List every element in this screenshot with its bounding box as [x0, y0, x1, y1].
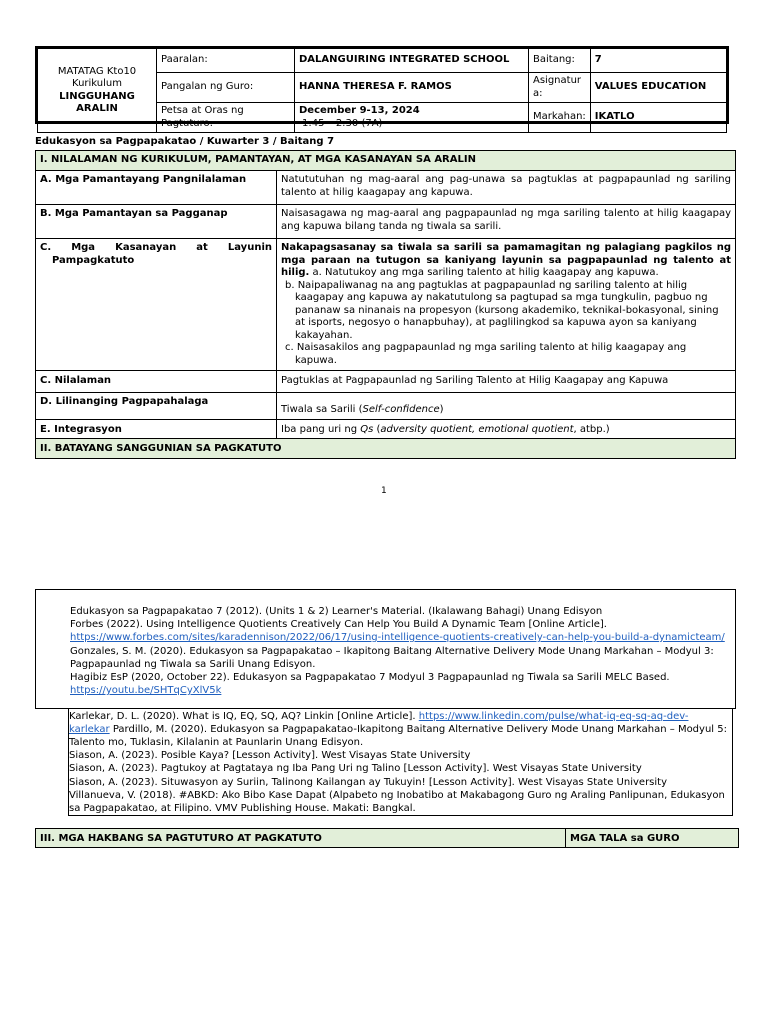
petsa-label-2: Pagtuturo:	[161, 117, 213, 129]
row-d-value	[277, 393, 736, 420]
baitang-label: Baitang:	[529, 49, 591, 73]
reference-karlekar	[69, 710, 688, 723]
row-c-item-c: c. Naisasakilos ang pagpapaunlad ng mga sariling talento at hilig kaagapay ang kapuwa.	[285, 342, 687, 366]
section3-title: III. MGA HAKBANG SA PAGTUTURO AT PAGKATUTO	[35, 828, 566, 848]
kurikulum-line2: Kurikulum	[72, 78, 122, 89]
row-nilalaman-label: C. Nilalaman	[36, 371, 277, 393]
reference-line: sa Pagpapakatao, at Filipino. VMV Publishing House. Makati: Bangkal.	[69, 803, 416, 814]
row-b-label: B. Mga Pamantayan sa Pagganap	[36, 205, 277, 239]
row-e-label: E. Integrasyon	[36, 420, 277, 441]
row-c-list	[281, 280, 731, 368]
curriculum-table	[35, 150, 736, 441]
reference-line: Siason, A. (2023). Situwasyon ay Suriin, Talinong Kailangan ay Tukuyin! [Lesson Activity]. West Visayas State University	[69, 777, 668, 788]
row-nilalaman-value: Pagtuklas at Pagpapaunlad ng Sariling Talento at Hilig Kaagapay ang Kapuwa	[277, 371, 736, 393]
reference-line: Gonzales, S. M. (2020). Edukasyon sa Pagpapakatao – Ikapitong Baitang Alternative Delivery Mode Unang Markahan – Modyul 3:	[70, 646, 714, 657]
header-table	[37, 48, 727, 133]
petsa-value-1: December 9-13, 2024	[299, 105, 420, 116]
pardillo-line1: Pardillo, M. (2020). Edukasyon sa Pagpapakatao-Ikapitong Baitang Alternative Delivery Mode Unang Markahan – Modyul 5:	[112, 724, 727, 735]
row-a-value: Natututuhan ng mag-aaral ang pag-unawa sa pagtuklas at pagpapaunlad ng sariling talento at hilig kaagapay ang kapuwa.	[277, 171, 736, 205]
reference-line: Forbes (2022). Using Intelligence Quotients Creatively Can Help You Build A Dynamic Team [Online Article].	[70, 619, 607, 630]
row-d-italic: Self-confidence	[362, 403, 440, 415]
markahan-label: Markahan:	[529, 103, 591, 133]
baitang-value: 7	[590, 49, 726, 73]
asignatura-value: VALUES EDUCATION	[590, 73, 726, 103]
guro-value: HANNA THERESA F. RAMOS	[295, 73, 529, 103]
asignatura-label	[529, 73, 591, 103]
row-e-italic2: adversity quotient, emotional quotient	[380, 423, 574, 435]
row-e-italic1: Qs	[360, 423, 374, 435]
page-number: 1	[381, 486, 387, 496]
section1-title: I. NILALAMAN NG KURIKULUM, PAMANTAYAN, AT MGA KASANAYAN SA ARALIN	[36, 151, 736, 171]
reference-line: Talento mo, Tuklasin, Kilalanin at Paunlarin Unang Edisyon.	[69, 737, 364, 748]
petsa-value-2: 1:45 – 2:30 (7A)	[302, 117, 383, 129]
karlekar-text: Karlekar, D. L. (2020). What is IQ, EQ, SQ, AQ? Linkin [Online Article].	[69, 711, 416, 722]
row-c-label	[36, 239, 277, 371]
markahan-value: IKATLO	[590, 103, 726, 133]
guro-label: Pangalan ng Guro:	[157, 73, 295, 103]
row-d-label: D. Lilinanging Pagpapahalaga	[36, 393, 277, 420]
row-e-plain: Iba pang uri ng	[281, 423, 361, 435]
row-d-plain: Tiwala sa Sarili (	[281, 403, 363, 415]
reference-line: Hagibiz EsP (2020, October 22). Edukasyon sa Pagpapakatao 7 Modyul 3 Pagpapaunlad ng Tiwala sa Sarili MELC Based.	[70, 672, 670, 683]
row-c-label-line1: C. Mga Kasanayan at Layunin	[40, 242, 272, 253]
row-a-label: A. Mga Pamantayang Pangnilalaman	[36, 171, 277, 205]
row-c-intro: Nakapagsasanay sa tiwala sa sarili sa pamamagitan ng palagiang pagkilos ng mga paraan na tutugon sa kaniyang layunin sa pagpapaunlad ng talento at hilig.	[281, 242, 731, 278]
section2-title: II. BATAYANG SANGGUNIAN SA PAGKATUTO	[35, 438, 736, 459]
row-b-value: Naisasagawa ng mag-aaral ang pagpapaunlad ng mga sariling talento at hilig kaagapay ang kapuwa bilang tanda ng tiwala sa sarili.	[277, 205, 736, 239]
row-c-label-line2: Pampagkatuto	[52, 254, 135, 266]
asignatura-label-1: Asignatur	[533, 75, 582, 86]
row-e-end: , atbp.)	[573, 423, 610, 435]
reference-line: Pagpapaunlad ng Tiwala sa Sarili Unang Edisyon.	[70, 659, 316, 670]
petsa-label	[157, 103, 295, 133]
row-c-item-b: b. Naipapaliwanag na ang pagtuklas at pagpapaunlad ng sariling talento at hilig kaagapay ang kapuwa ay nakatutulong sa pagtupad sa mga tungkulin, pagbuo ng pananaw sa ninanais na propesyon (kursong akademiko, teknikal-bokasyonal, sining at isports, negosyo o hanapbuhay), at paglilingkod sa kapuwa ayon sa kaniyang kakayahan.	[285, 279, 719, 341]
reference-line: Villanueva, V. (2018). #ABKD: Ako Bibo Kase Dapat (Alpabeto ng Inobatibo at Makabagong Guro ng Araling Panlipunan, Edukasyon	[69, 790, 725, 801]
reference-link[interactable]: https://youtu.be/SHTqCyXlV5k	[70, 685, 222, 696]
karlekar-link-cont[interactable]: karlekar	[69, 724, 110, 735]
row-c-value	[277, 239, 736, 371]
reference-line: Siason, A. (2023). Pagtukoy at Pagtataya ng Iba Pang Uri ng Talino [Lesson Activity]. West Visayas State University	[69, 763, 642, 774]
reference-line: Edukasyon sa Pagpapakatao 7 (2012). (Units 1 & 2) Learner's Material. (Ikalawang Bahagi) Unang Edisyon	[70, 606, 603, 617]
reference-link[interactable]: https://www.forbes.com/sites/karadennison/2022/06/17/using-intelligence-quotients-creatively-can-help-you-build-a-dynamicteam/	[70, 632, 725, 643]
kurikulum-line1: MATATAG Kto10	[57, 65, 137, 77]
paaralan-label: Paaralan:	[157, 49, 295, 73]
paaralan-value: DALANGUIRING INTEGRATED SCHOOL	[295, 49, 529, 73]
petsa-label-1: Petsa at Oras ng	[161, 105, 244, 116]
asignatura-label-2: a:	[533, 87, 543, 99]
petsa-value	[295, 103, 529, 133]
row-c-item-a: a. Natutukoy ang mga sariling talento at hilig kaagapay ang kapuwa.	[312, 267, 659, 278]
row-e-mid: (	[373, 423, 381, 435]
row-d-end: )	[439, 403, 444, 415]
teacher-notes-title: MGA TALA sa GURO	[565, 828, 739, 848]
reference-pardillo	[69, 723, 727, 736]
doc-title-line2: ARALIN	[76, 103, 118, 114]
karlekar-link[interactable]: https://www.linkedin.com/pulse/what-iq-eq-sq-aq-dev-	[418, 711, 689, 722]
reference-line: Siason, A. (2023). Posible Kaya? [Lesson Activity]. West Visayas State University	[69, 750, 471, 761]
doc-title-line1: LINGGUHANG	[59, 90, 135, 102]
curriculum-cell	[38, 49, 157, 133]
subject-subtitle: Edukasyon sa Pagpapakatao / Kuwarter 3 / Baitang 7	[35, 136, 335, 147]
